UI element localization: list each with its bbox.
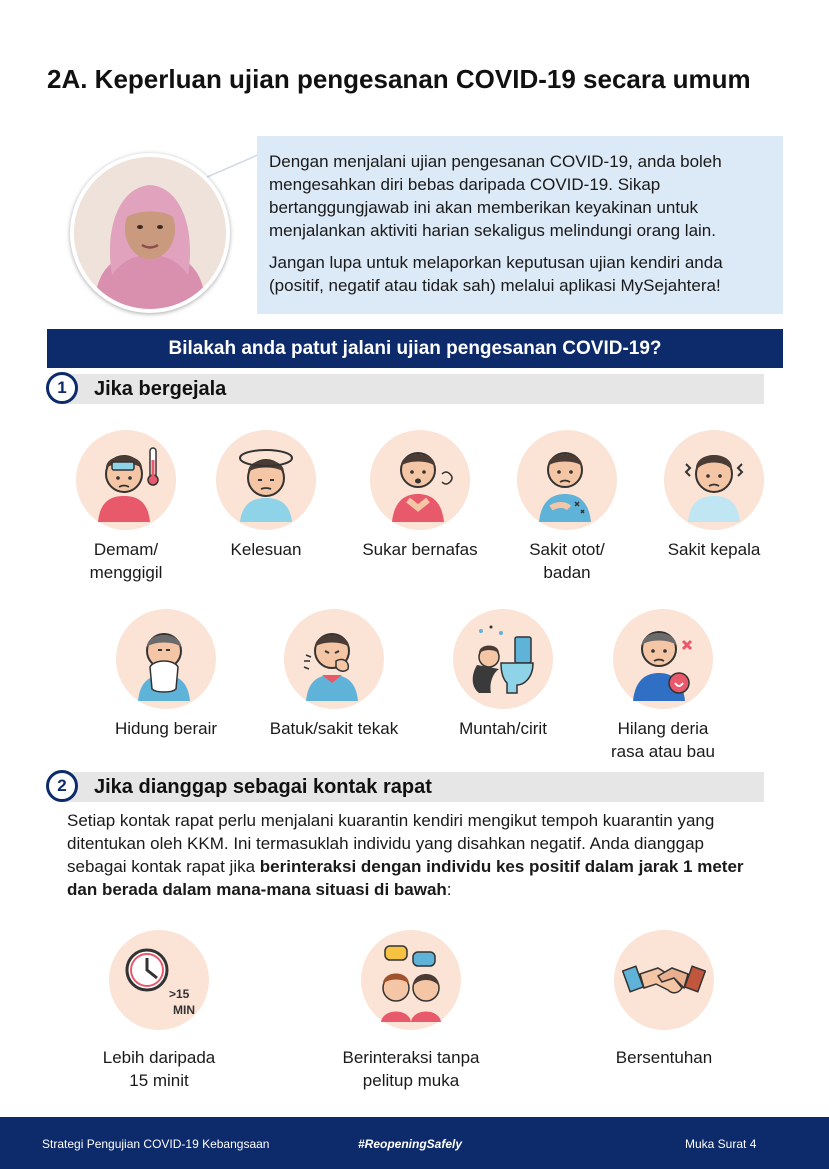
clock-badge-line2: MIN — [173, 1003, 195, 1017]
symptom-icon-circle — [370, 430, 470, 530]
intro-paragraph-1: Dengan menjalani ujian pengesanan COVID-19, anda boleh mengesahkan diri bebas daripada COVID-19. Sikap bertanggungjawab ini akan memberikan keyakinan untuk menjalankan aktiviti harian sekaligus melindungi orang lain. — [269, 152, 722, 240]
contact-without-mask — [336, 930, 486, 1092]
symptom-icon-circle — [116, 609, 216, 709]
fever-icon — [84, 438, 168, 522]
symptom-label-line1: Muntah/cirit — [459, 719, 547, 738]
clock-badge-line1: >15 — [169, 987, 190, 1001]
intro-box — [257, 136, 783, 314]
symptom-label-line1: Hilang deria — [617, 719, 709, 738]
close-contact-end: : — [446, 880, 452, 899]
close-contact-description — [67, 809, 767, 901]
symptom-icon-circle — [216, 430, 316, 530]
contact-icon-circle — [109, 930, 209, 1030]
symptom-label-line1: Sakit kepala — [667, 540, 761, 559]
contact-label-line2: 15 minit — [129, 1071, 189, 1090]
symptom-label-line1: Kelesuan — [230, 540, 302, 559]
symptom-icon-circle — [664, 430, 764, 530]
symptom-label-line1: Demam/ — [93, 540, 159, 559]
footer-page-number: Muka Surat 4 — [685, 1137, 757, 1151]
symptom-cough — [259, 609, 409, 740]
intro-paragraph-2: Jangan lupa untuk melaporkan keputusan ujian kendiri anda (positif, negatif atau tidak sah) melalui aplikasi MySejahtera! — [269, 253, 723, 295]
symptom-icon-circle — [76, 430, 176, 530]
conversation-icon — [369, 938, 453, 1022]
symptom-runny-nose — [91, 609, 241, 740]
symptom-loss-of-taste — [588, 609, 738, 763]
section-2-title: Jika dianggap sebagai kontak rapat — [94, 776, 432, 798]
symptom-icon-circle — [453, 609, 553, 709]
symptom-icon-circle — [284, 609, 384, 709]
section-1-number: 1 — [46, 372, 78, 404]
symptom-label-line2: badan — [543, 563, 591, 582]
contact-label-line1: Berinteraksi tanpa — [342, 1048, 480, 1067]
contact-over-15-min — [84, 930, 234, 1092]
section-2-number: 2 — [46, 770, 78, 802]
section-1-title: Jika bergejala — [94, 378, 227, 400]
contact-touching — [589, 930, 739, 1069]
symptom-body-ache — [492, 430, 642, 584]
headache-icon — [672, 438, 756, 522]
footer-document-title: Strategi Pengujian COVID-19 Kebangsaan — [42, 1137, 270, 1151]
section-banner: Bilakah anda patut jalani ujian pengesanan COVID-19? — [47, 329, 783, 368]
spokesperson-portrait — [70, 153, 230, 313]
clock-icon — [117, 938, 201, 1022]
symptom-fatigue — [191, 430, 341, 561]
cough-icon — [292, 617, 376, 701]
symptom-label-line1: Hidung berair — [114, 719, 218, 738]
contact-label-line1: Bersentuhan — [615, 1048, 713, 1067]
handshake-icon — [622, 938, 706, 1022]
symptom-icon-circle — [613, 609, 713, 709]
symptom-label-line1: Sukar bernafas — [362, 540, 478, 559]
runny-nose-icon — [124, 617, 208, 701]
symptom-label-line2: rasa atau bau — [611, 742, 715, 761]
symptom-fever — [51, 430, 201, 584]
contact-icon-circle — [614, 930, 714, 1030]
breathing-difficulty-icon — [378, 438, 462, 522]
loss-of-taste-icon — [621, 617, 705, 701]
symptom-label-line1: Sakit otot/ — [529, 540, 605, 559]
woman-in-hijab-icon — [74, 157, 226, 309]
fatigue-icon — [224, 438, 308, 522]
page-footer — [0, 1117, 829, 1169]
speech-pointer — [205, 150, 265, 180]
symptom-vomit — [428, 609, 578, 740]
body-ache-icon — [525, 438, 609, 522]
symptom-label-line1: Batuk/sakit tekak — [269, 719, 399, 738]
page-title: 2A. Keperluan ujian pengesanan COVID-19 secara umum — [47, 64, 751, 94]
contact-icon-circle — [361, 930, 461, 1030]
contact-label-line1: Lebih daripada — [102, 1048, 216, 1067]
symptom-icon-circle — [517, 430, 617, 530]
close-contact-text: Setiap kontak rapat perlu menjalani kuarantin kendiri mengikut tempoh kuarantin yang ditentukan oleh KKM. Ini termasuklah individu yang disahkan negatif. Anda dianggap sebagai kontak rapat jika — [67, 811, 715, 876]
close-contact-emphasis: berinteraksi dengan individu kes positif dalam jarak 1 meter dan berada dalam mana-mana situasi di bawah — [67, 857, 744, 899]
symptom-breathing — [345, 430, 495, 561]
symptom-label-line2: menggigil — [89, 563, 163, 582]
contact-label-line2: pelitup muka — [362, 1071, 460, 1090]
symptom-headache — [639, 430, 789, 561]
vomit-icon — [461, 617, 545, 701]
footer-hashtag: #ReopeningSafely — [358, 1137, 463, 1151]
